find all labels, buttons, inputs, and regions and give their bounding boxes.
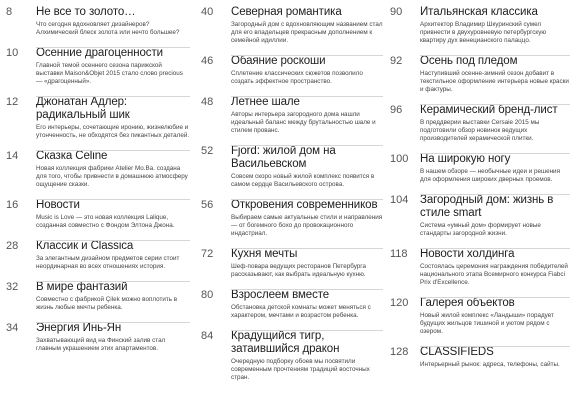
entry-description: Новый жилой комплекс «Ландыши» порадует будущих жильцов тишиной и уютом рядом с озером. (420, 312, 554, 335)
page-number: 10 (6, 47, 19, 59)
entry-description: Совсем скоро новый жилой комплекс появится в самом сердце Васильевского острова. (231, 173, 375, 188)
entry-description: За элегантным дизайном предметов серии стоит неординарная во всех отношениях история. (36, 255, 180, 270)
entry-divider (420, 104, 570, 105)
entry-divider (36, 240, 190, 241)
entry-title: Откровения современников (231, 199, 378, 211)
page-number: 52 (201, 145, 214, 157)
toc-entry[interactable] (390, 6, 570, 45)
page-number: 12 (6, 96, 19, 108)
entry-divider (231, 55, 383, 56)
toc-entry[interactable] (201, 248, 383, 279)
entry-description: В нашем обзоре — необычные идеи и решения для оформления широких дверных проемов. (420, 168, 560, 183)
entry-description: Обстановка детской комнаты может меняться с характером, мечтами и возрастом ребенка. (231, 304, 371, 319)
entry-title: Керамический бренд-лист (420, 104, 558, 116)
entry-title: Кухня мечты (231, 248, 298, 260)
page-number: 96 (390, 104, 403, 116)
entry-divider (420, 346, 570, 347)
toc-entry[interactable] (201, 145, 383, 189)
page-number: 80 (201, 289, 214, 301)
page-number: 14 (6, 150, 19, 162)
entry-description: Интерьерный рынок: адреса, телефоны, сайты. (420, 361, 560, 368)
toc-entry[interactable] (6, 96, 190, 140)
entry-title: Осень под пледом (420, 55, 518, 67)
page-number: 120 (390, 297, 409, 309)
toc-entry[interactable] (6, 322, 190, 353)
entry-description: Выбираем самые актуальные стили и направления — от богемного бохо до провокационного индастриал. (231, 214, 383, 237)
page-number: 16 (6, 199, 19, 211)
page-number: 46 (201, 55, 214, 67)
entry-description: Наступивший осенне-зимний сезон добавит в текстильное оформление интерьера новые краски и фактуры. (420, 70, 569, 93)
entry-divider (36, 199, 190, 200)
entry-description: Состоялась церемония награждения победителей национального этапа Всемирного конкурса Fiabci Prix d'Excellence. (420, 263, 568, 286)
page-number: 92 (390, 55, 403, 67)
toc-column-3 (390, 6, 570, 379)
entry-title: Взрослеем вместе (231, 289, 330, 301)
entry-description: Авторы интерьера загородного дома нашли идеальный баланс между брутальностью шале и стилем прованс. (231, 111, 376, 134)
toc-entry[interactable] (6, 150, 190, 189)
entry-divider (231, 96, 383, 97)
toc-entry[interactable] (6, 240, 190, 271)
page-number: 40 (201, 6, 214, 18)
entry-title: Новости холдинга (420, 248, 515, 260)
entry-title: Летнее шале (231, 96, 300, 108)
entry-divider (231, 289, 383, 290)
entry-title: В мире фантазий (36, 281, 128, 293)
page-number: 48 (201, 96, 214, 108)
entry-title: Загородный дом: жизнь в стиле smart (420, 194, 554, 219)
toc-entry[interactable] (390, 248, 570, 287)
entry-description: Music is Love — это новая коллекция Lalique, созданная совместно с Фондом Элтона Джона. (36, 214, 175, 229)
toc-entry[interactable] (390, 153, 570, 184)
page-number: 34 (6, 322, 19, 334)
entry-title: Энергия Инь-Ян (36, 322, 122, 334)
toc-entry[interactable] (390, 104, 570, 143)
entry-title: Галерея объектов (420, 297, 515, 309)
toc-entry[interactable] (6, 199, 190, 230)
entry-title: Северная романтика (231, 6, 342, 18)
toc-entry[interactable] (6, 6, 190, 37)
page-number: 56 (201, 199, 214, 211)
toc-entry[interactable] (201, 199, 383, 238)
toc-entry[interactable] (390, 55, 570, 94)
toc-entry[interactable] (201, 289, 383, 320)
toc-entry[interactable] (390, 194, 570, 238)
toc-column-1 (6, 6, 190, 363)
entry-title: Крадущийся тигр, затаившийся дракон (231, 330, 340, 355)
entry-description: Что сегодня вдохновляет дизайнеров? Алхимический блеск золота или нечто большее? (36, 21, 180, 36)
entry-description: Загородный дом с вдохновляющим названием стал для его владельцев прекрасным дополнением к семейной идиллии. (231, 21, 383, 44)
entry-divider (231, 330, 383, 331)
page-number: 104 (390, 194, 409, 206)
entry-title: CLASSIFIEDS (420, 346, 494, 358)
entry-divider (36, 47, 190, 48)
entry-divider (231, 199, 383, 200)
toc-entry[interactable] (201, 96, 383, 135)
entry-title: Сказка Celine (36, 150, 108, 162)
entry-description: Сплетение классических сюжетов позволило создать эффектное пространство. (231, 70, 363, 85)
entry-divider (420, 153, 570, 154)
toc-entry[interactable] (6, 47, 190, 86)
page-number: 32 (6, 281, 19, 293)
page-number: 28 (6, 240, 19, 252)
entry-description: Шеф-повара ведущих ресторанов Петербурга рассказывают, как выбрать идеальную кухню. (231, 263, 366, 278)
entry-description: Его интерьеры, сочетающие иронию, жизнелюбие и утонченность, не обходятся без пикантных деталей. (36, 124, 190, 139)
toc-column-2 (201, 6, 383, 392)
entry-description: Система «умный дом» формирует новые стандарты загородной жизни. (420, 222, 541, 237)
entry-divider (231, 145, 383, 146)
entry-divider (36, 150, 190, 151)
entry-title: Новости (36, 199, 80, 211)
entry-title: Обаяние роскоши (231, 55, 326, 67)
entry-description: В преддверии выставки Cersaie 2015 мы подготовили обзор новинок ведущих производителей керамической плитки. (420, 119, 540, 142)
entry-description: Новая коллекция фабрики Atelier Mo.Ba. создана для того, чтобы привнести в домашнюю атмосферу ощущение сказки. (36, 165, 188, 188)
entry-divider (36, 322, 190, 323)
entry-divider (36, 281, 190, 282)
entry-divider (420, 194, 570, 195)
entry-divider (36, 96, 190, 97)
toc-entry[interactable] (390, 297, 570, 336)
page-number: 84 (201, 330, 214, 342)
entry-title: Fjord: жилой дом на Васильевском (231, 145, 336, 170)
entry-description: Совместно с фабрикой Çilek можно воплотить в жизнь любые мечты ребенка. (36, 296, 178, 311)
entry-title: Классик и Classica (36, 240, 134, 252)
entry-description: Главной темой осеннего сезона парижской выставки Maison&Objet 2015 стало слово precious — «драгоценный». (36, 62, 183, 85)
entry-description: Захватывающий вид на Финский залив стал главным украшением этих апартаментов. (36, 337, 166, 352)
page-number: 118 (390, 248, 408, 260)
page-number: 72 (201, 248, 214, 260)
entry-divider (420, 248, 570, 249)
toc-entry[interactable] (6, 281, 190, 312)
toc-entry[interactable] (201, 55, 383, 86)
page-number: 100 (390, 153, 409, 165)
entry-divider (231, 248, 383, 249)
entry-title: На широкую ногу (420, 153, 511, 165)
toc-entry[interactable] (201, 330, 383, 382)
toc-entry[interactable] (390, 346, 570, 369)
entry-title: Не все то золото… (36, 6, 136, 18)
entry-title: Джонатан Адлер: радикальный шик (36, 96, 130, 121)
entry-divider (420, 297, 570, 298)
page-number: 128 (390, 346, 409, 358)
entry-description: Очередную подборку обоев мы посвятили современным прочтениям традиций восточных стран. (231, 358, 370, 381)
entry-description: Архитектор Владимир Шкуринский сумел привнести в двухуровневую петербургскую квартиру дух венецианского палаццо. (420, 21, 547, 44)
entry-divider (420, 55, 570, 56)
entry-title: Итальянская классика (420, 6, 538, 18)
entry-title: Осенние драгоценности (36, 47, 163, 59)
toc-entry[interactable] (201, 6, 383, 45)
page-number: 8 (6, 6, 13, 18)
page-number: 90 (390, 6, 403, 18)
